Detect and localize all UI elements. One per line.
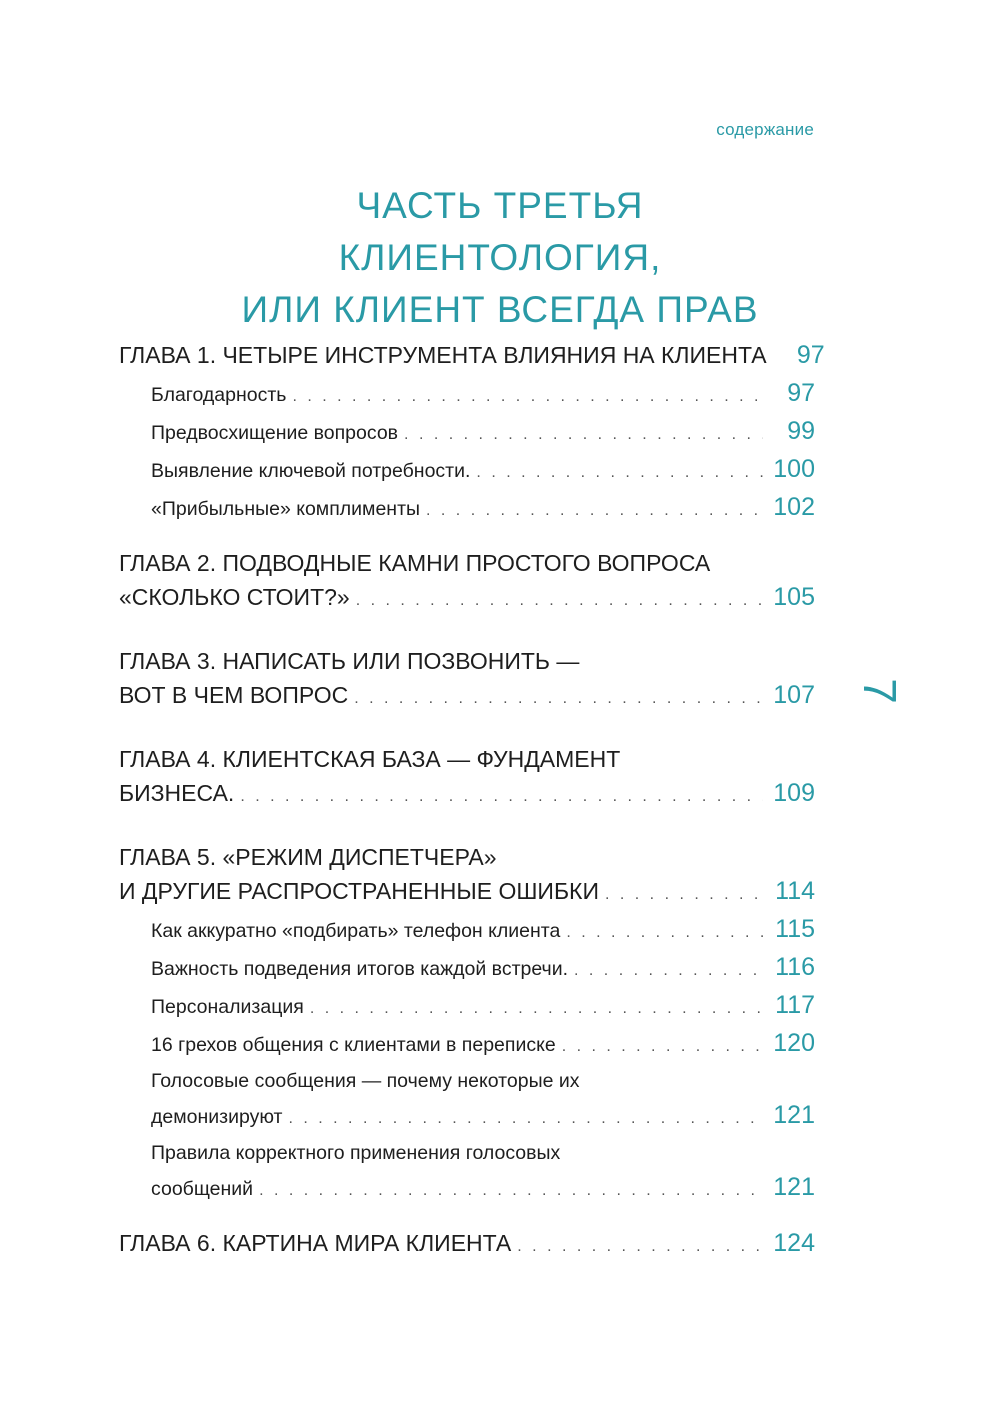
toc-entry-page: 120 xyxy=(773,1029,815,1057)
leader-dots xyxy=(517,1230,763,1264)
toc-entry-title: БИЗНЕСА. xyxy=(119,780,235,806)
toc-entry-page: 121 xyxy=(773,1101,815,1129)
part-title-line: КЛИЕНТОЛОГИЯ, xyxy=(338,237,662,278)
toc-entry-title-line: ГЛАВА 3. НАПИСАТЬ ИЛИ ПОЗВОНИТЬ — xyxy=(119,648,580,674)
toc-entry-title: ГЛАВА 6. КАРТИНА МИРА КЛИЕНТА xyxy=(119,1230,512,1256)
toc-entry-page: 117 xyxy=(775,991,815,1019)
toc-entry-multiline xyxy=(119,1136,815,1170)
toc-entry[interactable] xyxy=(119,580,815,618)
leader-dots xyxy=(605,878,763,912)
part-title-line: ИЛИ КЛИЕНТ ВСЕГДА ПРАВ xyxy=(241,289,759,330)
leader-dots xyxy=(240,780,763,814)
toc-entry-title-line: ГЛАВА 2. ПОДВОДНЫЕ КАМНИ ПРОСТОГО ВОПРОСА xyxy=(119,550,711,576)
toc-entry-page: 116 xyxy=(775,953,815,981)
page-number: 7 xyxy=(854,678,906,704)
toc-entry-title: 16 грехов общения с клиентами в переписке xyxy=(151,1034,556,1056)
toc-entry-page: 97 xyxy=(796,341,825,369)
toc-entry-title: Предвосхищение вопросов xyxy=(151,422,399,444)
toc-entry-page: 114 xyxy=(775,877,815,905)
toc-entry[interactable] xyxy=(119,490,815,528)
toc-entry-title: Как аккуратно «подбирать» телефон клиента xyxy=(151,920,561,942)
toc-chapter-5 xyxy=(119,840,815,1208)
toc-entry[interactable] xyxy=(119,376,815,414)
toc-entry-title: демонизируют xyxy=(151,1106,283,1128)
toc-entry-page: 102 xyxy=(773,493,815,521)
toc-entry[interactable] xyxy=(119,776,815,814)
toc-entry-title-line: ГЛАВА 5. «РЕЖИМ ДИСПЕТЧЕРА» xyxy=(119,844,497,870)
leader-dots xyxy=(259,1174,763,1208)
leader-dots xyxy=(476,456,763,490)
leader-dots xyxy=(426,494,763,528)
toc-entry-title: «Прибыльные» комплименты xyxy=(151,498,421,520)
running-head: содержание xyxy=(716,120,814,139)
toc-entry-page: 99 xyxy=(787,417,815,445)
toc-entry-page: 97 xyxy=(787,379,815,407)
toc-chapter-2 xyxy=(119,546,815,618)
toc-entry[interactable] xyxy=(119,414,815,452)
toc-entry[interactable] xyxy=(119,1026,815,1064)
part-title-line: ЧАСТЬ ТРЕТЬЯ xyxy=(356,185,644,226)
toc-entry[interactable] xyxy=(119,912,815,950)
leader-dots xyxy=(574,954,763,988)
toc-entry[interactable] xyxy=(119,1226,815,1264)
toc-entry-page: 115 xyxy=(775,915,815,943)
leader-dots xyxy=(310,992,763,1026)
toc-entry-page: 109 xyxy=(773,779,815,807)
leader-dots xyxy=(354,682,763,716)
toc-chapter-1 xyxy=(119,338,825,528)
toc-entry-title-line: ГЛАВА 4. КЛИЕНТСКАЯ БАЗА — ФУНДАМЕНТ xyxy=(119,746,621,772)
toc-entry-multiline xyxy=(119,1064,815,1098)
toc-entry-title: Благодарность xyxy=(151,384,287,406)
leader-dots xyxy=(292,380,763,414)
toc-entry[interactable] xyxy=(119,1098,815,1136)
toc-entry-title: Важность подведения итогов каждой встречи. xyxy=(151,958,569,980)
toc-entry-title: Персонализация xyxy=(151,996,304,1018)
part-title xyxy=(0,180,1000,336)
toc-entry[interactable] xyxy=(119,874,815,912)
leader-dots xyxy=(288,1102,763,1136)
toc-entry-title: «СКОЛЬКО СТОИТ?» xyxy=(119,584,350,610)
toc-entry-title: ВОТ В ЧЕМ ВОПРОС xyxy=(119,682,349,708)
toc-chapter-3 xyxy=(119,644,815,716)
toc-entry-title: Выявление ключевой потребности. xyxy=(151,460,471,482)
toc-entry[interactable] xyxy=(119,678,815,716)
toc-entry[interactable] xyxy=(119,452,815,490)
toc-entry[interactable] xyxy=(119,988,815,1026)
toc-chapter-4 xyxy=(119,742,815,814)
toc-entry-page: 124 xyxy=(773,1229,815,1257)
toc-entry-title: ГЛАВА 1. ЧЕТЫРЕ ИНСТРУМЕНТА ВЛИЯНИЯ НА КЛИЕНТА xyxy=(119,342,767,368)
toc-entry-title: И ДРУГИЕ РАСПРОСТРАНЕННЫЕ ОШИБКИ xyxy=(119,878,599,904)
toc-entry-page: 105 xyxy=(773,583,815,611)
toc-entry[interactable] xyxy=(119,1170,815,1208)
leader-dots xyxy=(356,584,763,618)
toc-entry-title-line: Правила корректного применения голосовых xyxy=(151,1142,561,1164)
leader-dots xyxy=(404,418,763,452)
table-of-contents xyxy=(119,338,825,1286)
leader-dots xyxy=(562,1030,763,1064)
toc-entry-page: 121 xyxy=(773,1173,815,1201)
toc-entry-page: 107 xyxy=(773,681,815,709)
toc-entry-page: 100 xyxy=(773,455,815,483)
leader-dots xyxy=(566,916,763,950)
toc-entry-title-line: Голосовые сообщения — почему некоторые их xyxy=(151,1070,580,1092)
toc-chapter-6 xyxy=(119,1226,815,1264)
toc-entry-title: сообщений xyxy=(151,1178,254,1200)
toc-entry[interactable] xyxy=(119,338,825,376)
toc-entry[interactable] xyxy=(119,950,815,988)
